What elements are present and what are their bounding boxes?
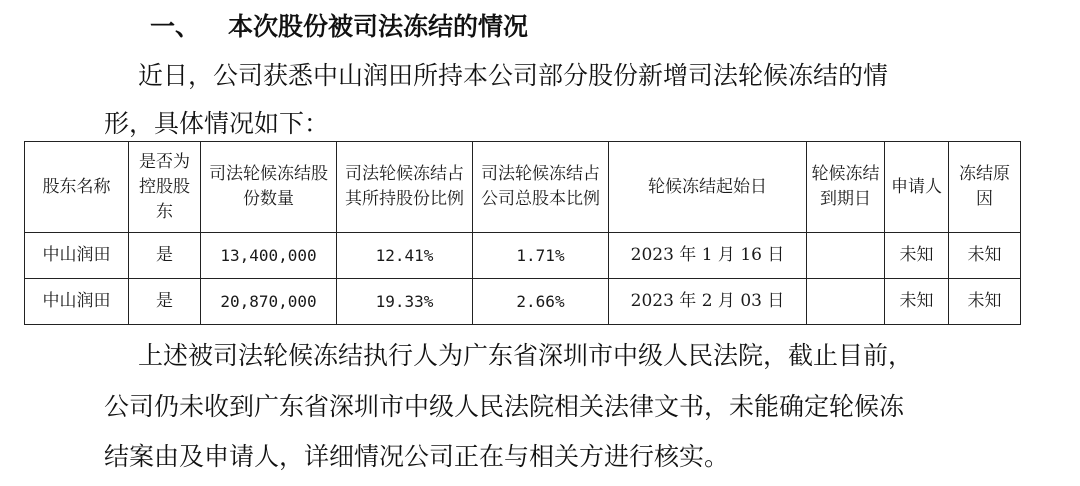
cell-end-date [807,279,885,325]
cell-reason: 未知 [949,279,1021,325]
cell-frozen-share-count: 13,400,000 [201,233,337,279]
closing-paragraph-line-3: 结案由及申请人，详细情况公司正在与相关方进行核实。 [104,442,730,471]
table-row [25,279,1021,325]
cell-start-date: 2023 年 2 月 03 日 [609,279,807,325]
cell-frozen-share-count: 20,870,000 [201,279,337,325]
cell-ratio-of-held: 19.33% [337,279,473,325]
header-freeze-reason: 冻结原因 [949,142,1021,233]
section-title: 本次股份被司法冻结的情况 [228,12,529,41]
cell-reason: 未知 [949,233,1021,279]
section-heading [150,8,528,46]
cell-applicant: 未知 [885,233,949,279]
cell-is-controlling: 是 [129,233,201,279]
header-ratio-of-held-shares: 司法轮候冻结占其所持股份比例 [337,142,473,233]
section-number: 一、 [150,12,201,41]
closing-paragraph-line-2: 公司仍未收到广东省深圳市中级人民法院相关法律文书，未能确定轮候冻 [104,392,905,421]
cell-shareholder-name: 中山润田 [25,233,129,279]
intro-paragraph-line-1: 近日，公司获悉中山润田所持本公司部分股份新增司法轮候冻结的情 [138,61,889,90]
header-applicant: 申请人 [885,142,949,233]
cell-ratio-of-held: 12.41% [337,233,473,279]
cell-ratio-of-total: 1.71% [473,233,609,279]
cell-is-controlling: 是 [129,279,201,325]
cell-shareholder-name: 中山润田 [25,279,129,325]
header-ratio-of-total-capital: 司法轮候冻结占公司总股本比例 [473,142,609,233]
header-is-controlling-shareholder: 是否为控股股东 [129,142,201,233]
judicial-freeze-table [24,141,1021,325]
cell-ratio-of-total: 2.66% [473,279,609,325]
header-freeze-start-date: 轮候冻结起始日 [609,142,807,233]
header-shareholder-name: 股东名称 [25,142,129,233]
header-freeze-end-date: 轮候冻结到期日 [807,142,885,233]
cell-start-date: 2023 年 1 月 16 日 [609,233,807,279]
table-header-row [25,142,1021,233]
cell-end-date [807,233,885,279]
table-row [25,233,1021,279]
cell-applicant: 未知 [885,279,949,325]
closing-paragraph-line-1: 上述被司法轮候冻结执行人为广东省深圳市中级人民法院，截止目前， [138,341,914,370]
header-frozen-share-count: 司法轮候冻结股份数量 [201,142,337,233]
intro-paragraph-line-2: 形，具体情况如下： [104,109,330,138]
